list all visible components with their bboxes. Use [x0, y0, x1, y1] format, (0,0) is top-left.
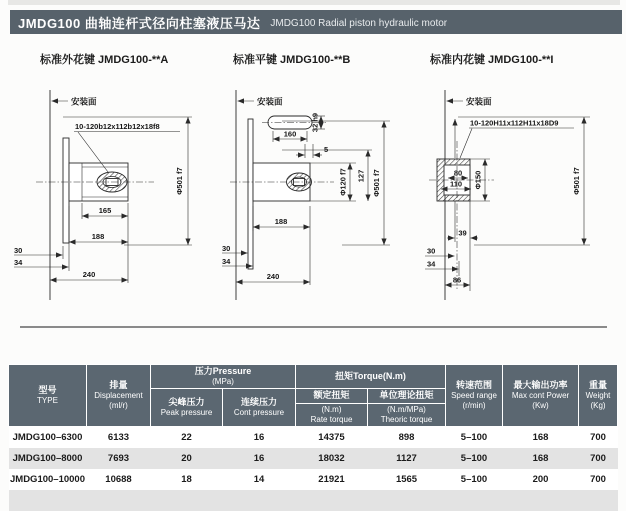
page-title-en: JMDG100 Radial piston hydraulic motor [270, 17, 448, 29]
cell-theoric: 1565 [368, 469, 446, 490]
cell-power: 168 [503, 448, 579, 469]
table-row [9, 469, 618, 490]
dim-188: 188 [91, 232, 105, 241]
mount-face-label: 安装面 [71, 96, 97, 107]
col-header-max-power: 最大输出功率 Max cont Power (Kw) [503, 365, 579, 427]
dim-188: 188 [274, 217, 288, 226]
cell-peak: 20 [151, 448, 223, 469]
cell-weight: 700 [579, 426, 618, 448]
col-header-speed-range: 转速范围 Speed range (r/min) [446, 365, 503, 427]
cell-peak: 22 [151, 426, 223, 448]
dim-key-width: 32 h9 [310, 112, 320, 133]
drawing-flat-key [222, 86, 422, 308]
cell-power: 200 [503, 469, 579, 490]
cell-type: JMDG100–6300 [9, 426, 87, 448]
dim-34: 34 [427, 259, 436, 269]
cell-cont: 16 [223, 426, 296, 448]
col-header-cont-pressure: 连续压力 Cont pressure [223, 389, 296, 426]
title-bar [10, 10, 622, 34]
cell-peak: 18 [151, 469, 223, 490]
spec-table [8, 364, 618, 511]
drawing-title-external-spline: 标准外花键 JMDG100-**A [40, 54, 169, 66]
table-row [9, 426, 618, 448]
cell-theoric: 1127 [368, 448, 446, 469]
cell-rate: 18032 [296, 448, 368, 469]
dim-80: 80 [453, 168, 463, 178]
cell-cont: 14 [223, 469, 296, 490]
cell-cont: 16 [223, 448, 296, 469]
cell-displacement: 6133 [87, 426, 151, 448]
dim-key-length: 160 [283, 129, 297, 139]
table-row [9, 448, 618, 469]
cell-weight: 700 [579, 448, 618, 469]
drawing-external-spline [12, 86, 217, 308]
spline-callout: 10-120H11x112H11x18D9 [470, 118, 559, 128]
col-header-type: 型号 TYPE [9, 365, 87, 427]
mount-face-label: 安装面 [257, 96, 283, 107]
col-group-pressure: 压力Pressure (MPa) [151, 365, 296, 389]
page-top-strip [8, 0, 620, 5]
drawing-internal-spline [424, 86, 626, 308]
cell-speed: 5–100 [446, 426, 503, 448]
col-header-displacement: 排量 Displacement (ml/r) [87, 365, 151, 427]
dim-240: 240 [266, 272, 280, 281]
table-row-empty [9, 490, 618, 511]
cell-rate: 14375 [296, 426, 368, 448]
empty-row [9, 490, 618, 511]
section-divider [20, 326, 607, 328]
cell-displacement: 7693 [87, 448, 151, 469]
dim-bore-diameter: Φ150 [473, 170, 483, 190]
dim-outer-diameter: Φ501 f7 [175, 167, 184, 195]
page-title-zh: JMDG100 曲轴连杆式径向柱塞液压马达 [18, 15, 261, 31]
cell-theoric: 898 [368, 426, 446, 448]
cell-displacement: 10688 [87, 469, 151, 490]
cell-type: JMDG100–10000 [9, 469, 87, 490]
col-group-torque: 扭矩Torque(N.m) [296, 365, 446, 389]
dim-86: 86 [452, 275, 462, 285]
col-header-weight: 重量 Weight (Kg) [579, 365, 618, 427]
cell-speed: 5–100 [446, 448, 503, 469]
dim-127: 127 [356, 169, 366, 183]
dim-shaft-diameter: Φ120 f7 [338, 168, 348, 196]
cell-type: JMDG100–8000 [9, 448, 87, 469]
dim-outer-diameter: Φ501 f7 [372, 169, 381, 197]
dim-34: 34 [14, 258, 23, 267]
cell-weight: 700 [579, 469, 618, 490]
dim-240: 240 [82, 270, 96, 279]
dim-110: 110 [449, 179, 463, 189]
dim-30: 30 [222, 244, 231, 253]
col-header-theoric-torque: 单位理论扭矩 (N.m/MPa) Theoric torque [368, 389, 446, 426]
mount-face-label: 安装面 [466, 96, 492, 107]
drawing-title-flat-key: 标准平键 JMDG100-**B [233, 54, 351, 66]
dim-outer-diameter: Φ501 f7 [572, 167, 581, 195]
col-header-rate-torque: 额定扭矩 (N.m) Rate torque [296, 389, 368, 426]
cell-power: 168 [503, 426, 579, 448]
dim-key-offset: 5 [324, 145, 329, 154]
cell-speed: 5–100 [446, 469, 503, 490]
col-header-peak-pressure: 尖峰压力 Peak pressure [151, 389, 223, 426]
dim-39: 39 [458, 228, 467, 238]
dim-30: 30 [427, 246, 436, 256]
dim-165: 165 [98, 206, 112, 215]
cell-rate: 21921 [296, 469, 368, 490]
spline-callout: 10-120b12x112b12x18f8 [75, 122, 160, 131]
dim-30: 30 [14, 246, 23, 255]
drawing-title-internal-spline: 标准内花键 JMDG100-**I [430, 54, 554, 66]
dim-34: 34 [222, 257, 231, 266]
